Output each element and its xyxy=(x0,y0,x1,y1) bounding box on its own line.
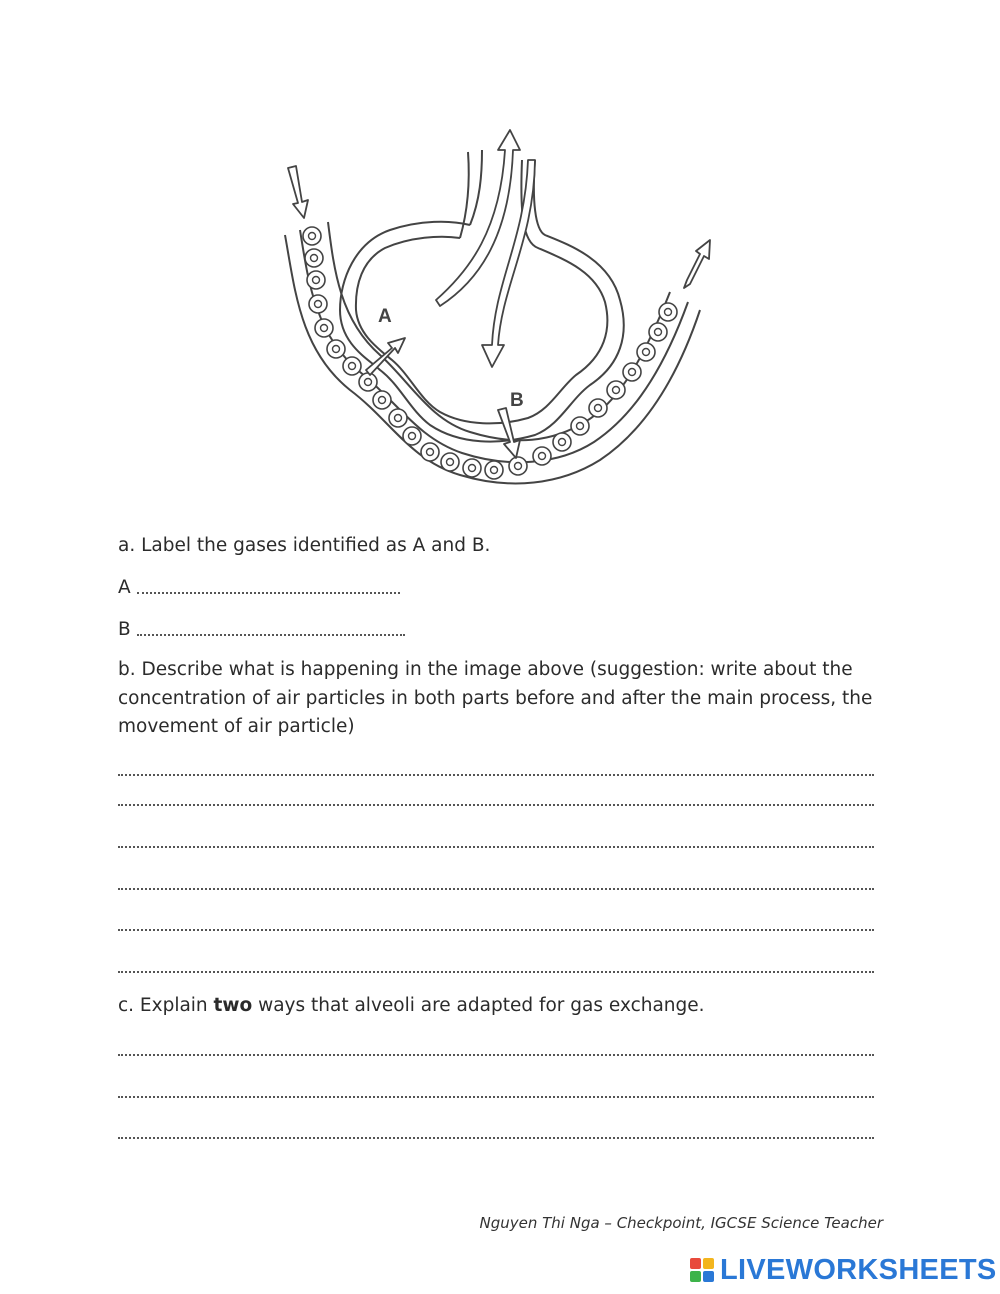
emphasis-two: two xyxy=(213,995,253,1016)
answer-line[interactable] xyxy=(118,1090,874,1098)
answer-a-label: A xyxy=(118,577,131,598)
gas-b-arrow xyxy=(498,408,520,458)
alveolus-diagram xyxy=(270,120,730,510)
liveworksheets-brand[interactable] xyxy=(690,1252,997,1288)
question-c-prompt: c. Explain two ways that alveoli are adapted for gas exchange. xyxy=(118,995,705,1016)
answer-b-field[interactable] xyxy=(137,632,405,636)
answer-a-field[interactable] xyxy=(137,590,400,594)
answer-line[interactable] xyxy=(118,1048,874,1056)
answer-line[interactable] xyxy=(118,840,874,848)
answer-line[interactable] xyxy=(118,965,874,973)
liveworksheets-logo-icon xyxy=(690,1258,714,1282)
answer-line[interactable] xyxy=(118,1131,874,1139)
blood-out-arrow xyxy=(684,240,710,288)
brand-name: LIVEWORKSHEETS xyxy=(720,1253,997,1286)
answer-line[interactable] xyxy=(118,798,874,806)
label-b: B xyxy=(510,390,524,411)
label-a: A xyxy=(378,306,392,327)
answer-line[interactable] xyxy=(118,923,874,931)
answer-b-label: B xyxy=(118,619,131,640)
answer-line[interactable] xyxy=(118,882,874,890)
blood-in-arrow xyxy=(288,166,308,218)
question-b-prompt: b. Describe what is happening in the image above (suggestion: write about the concentration of air particles in both parts before and after the main process, the movement of air particle) xyxy=(118,659,873,737)
question-a-prompt: a. Label the gases identified as A and B. xyxy=(118,535,491,556)
bronchiole-left-wall xyxy=(470,150,482,225)
author-credit: Nguyen Thi Nga – Checkpoint, IGCSE Science Teacher xyxy=(479,1214,883,1232)
answer-line[interactable] xyxy=(118,768,874,776)
